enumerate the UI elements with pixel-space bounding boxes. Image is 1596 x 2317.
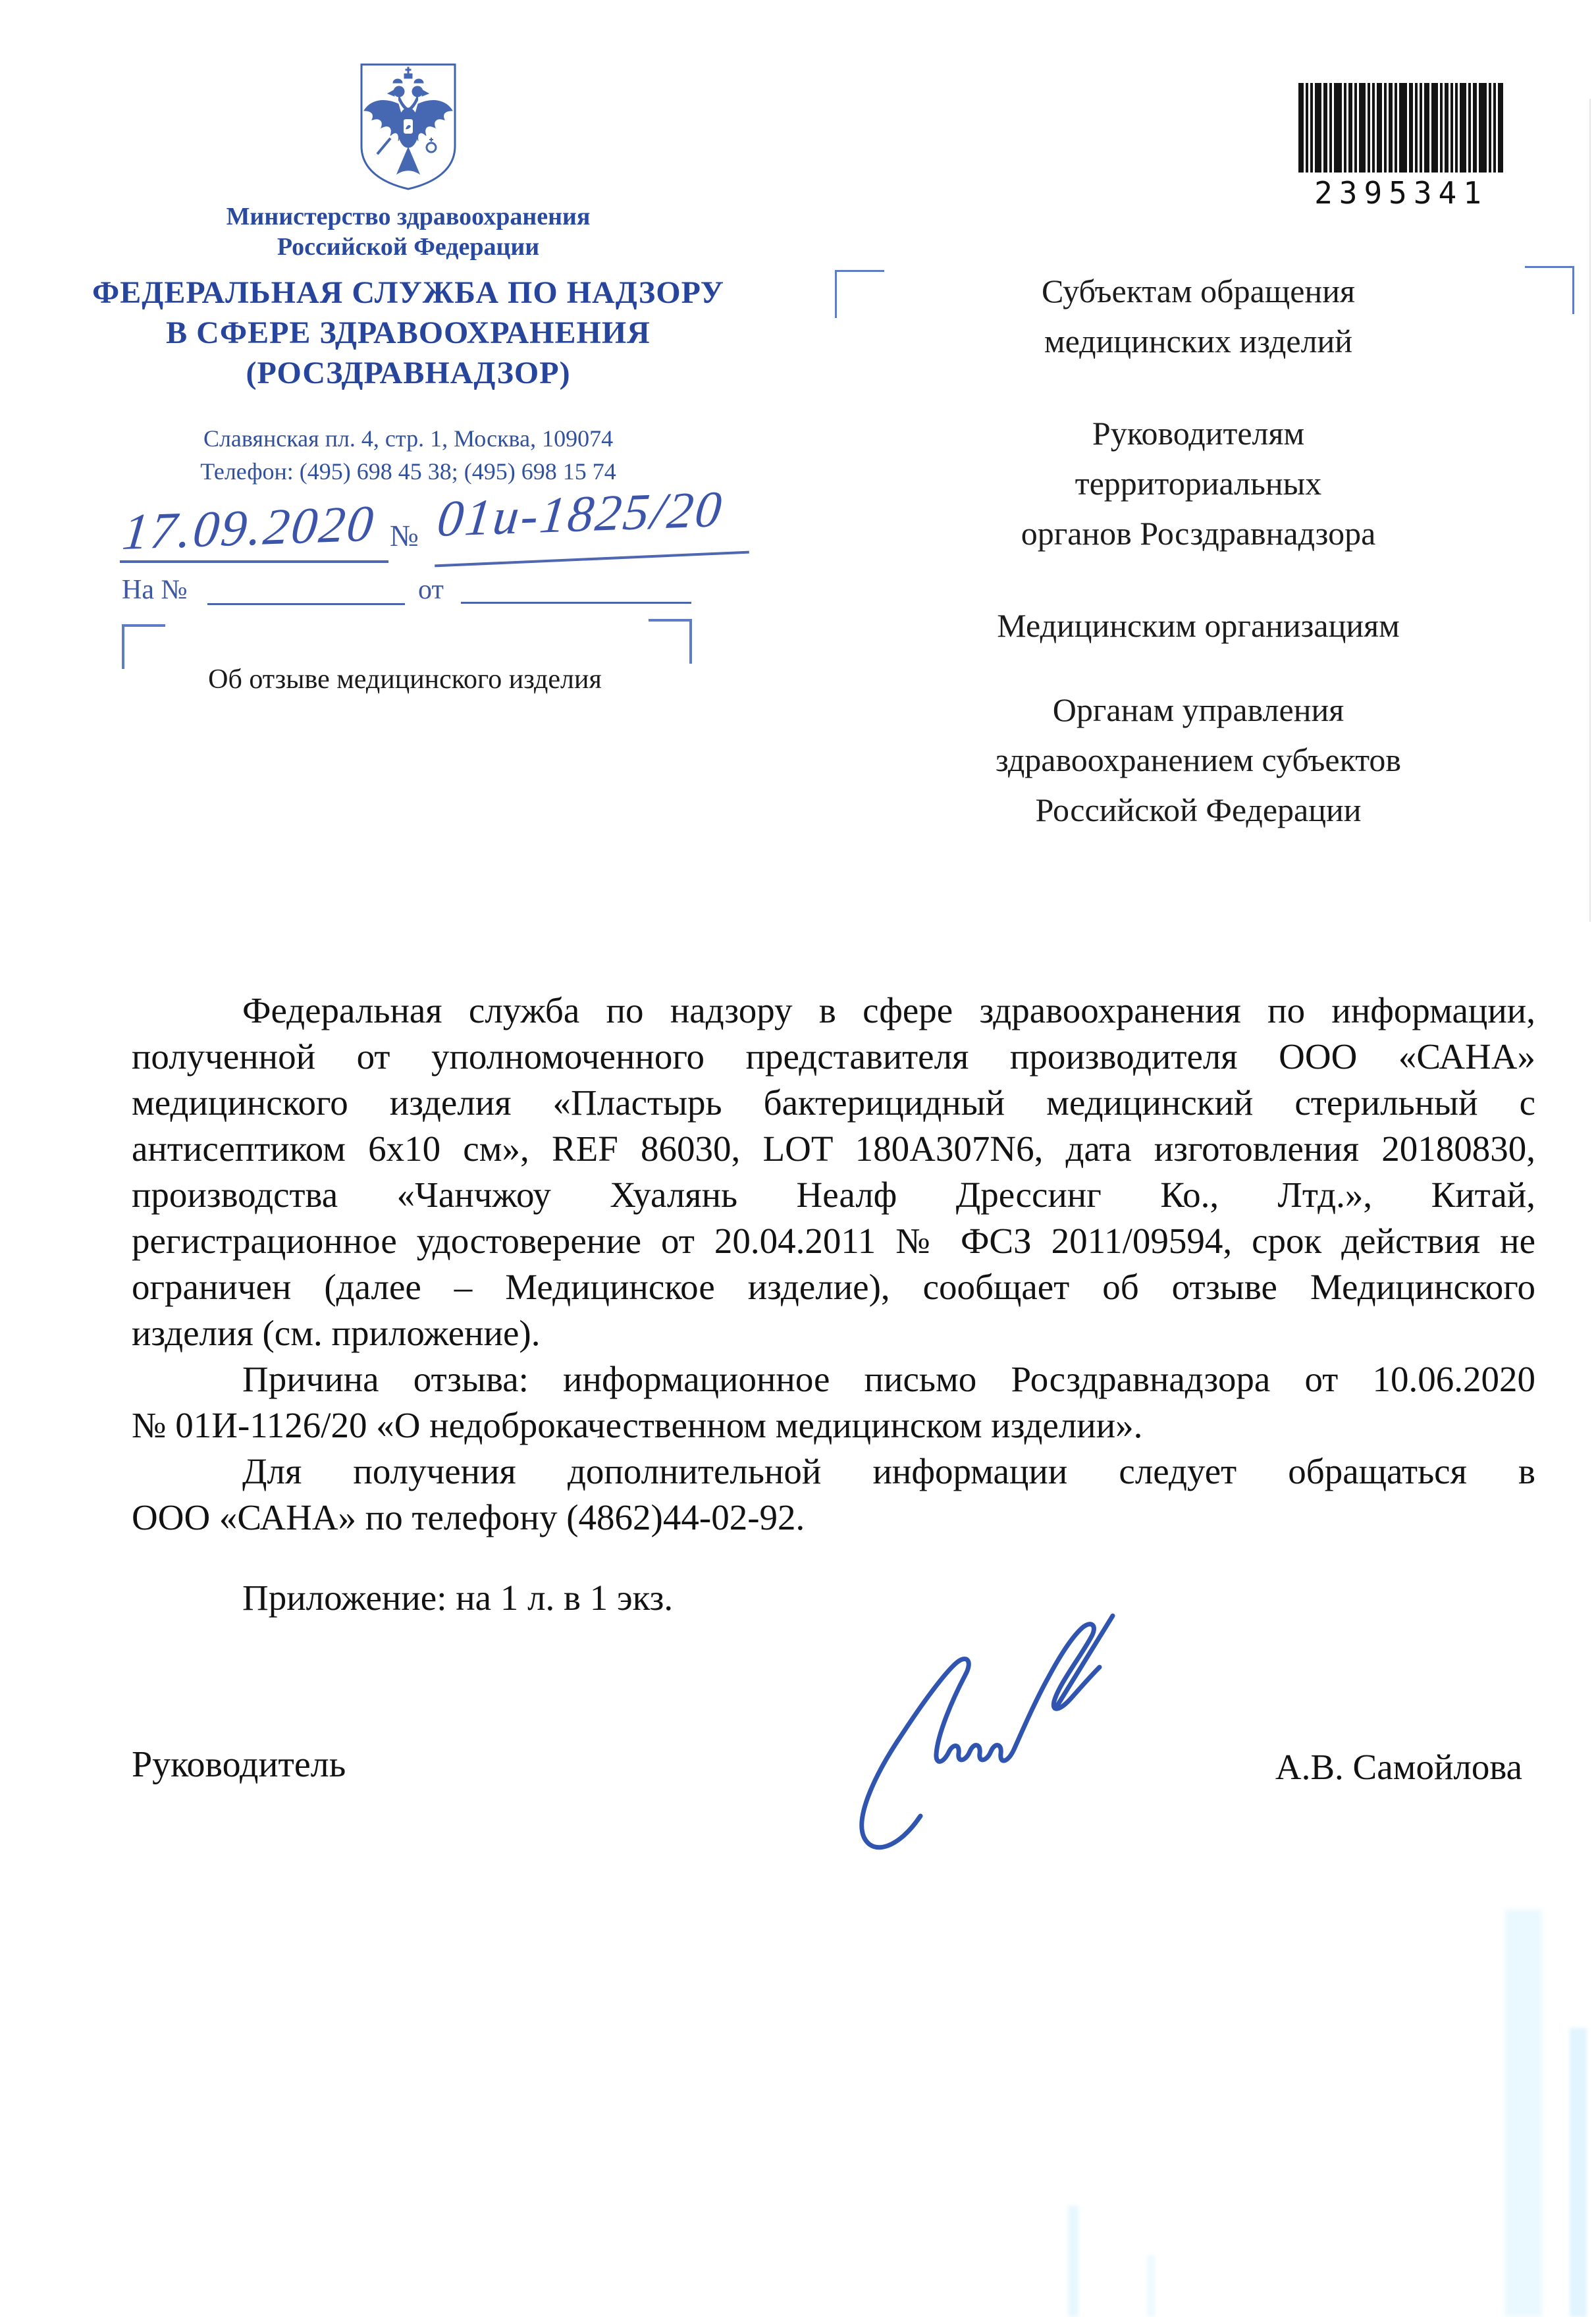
barcode-bar xyxy=(1431,83,1438,173)
barcode-bar xyxy=(1445,83,1449,173)
scan-color-artifact xyxy=(1147,2255,1155,2317)
recipient-line: Медицинским организациям xyxy=(997,607,1400,644)
barcode-bar xyxy=(1460,83,1466,173)
barcode-bar xyxy=(1424,83,1429,173)
recipient-line: территориальных xyxy=(1075,465,1322,502)
barcode-bar xyxy=(1415,83,1418,173)
handwritten-signature xyxy=(836,1599,1205,1875)
barcode-bar xyxy=(1498,83,1503,173)
body-line: регистрационное удостоверение от 20.04.2011 № ФСЗ 2011/09594, срок действия не xyxy=(132,1221,1535,1261)
recipients-list xyxy=(823,266,1574,877)
ministry-name-line1: Министерство здравоохранения xyxy=(226,203,591,230)
service-name-line1: ФЕДЕРАЛЬНАЯ СЛУЖБА ПО НАДЗОРУ xyxy=(92,275,724,310)
registration-barcode xyxy=(1298,83,1504,211)
body-line: антисептиком 6х10 см», REF 86030, LOT 180A307N6, дата изготовления 20180830, xyxy=(132,1129,1535,1169)
barcode-bar xyxy=(1368,83,1370,173)
handwritten-date: 17.09.2020 xyxy=(120,494,379,561)
barcode-bar xyxy=(1323,83,1327,173)
body-line: изделия (см. приложение). xyxy=(132,1313,541,1353)
body-line: Федеральная служба по надзору в сфере здравоохранения по информации, xyxy=(242,990,1535,1030)
reply-number-blank-line xyxy=(207,603,405,605)
barcode-bar xyxy=(1306,83,1308,173)
barcode-bar xyxy=(1479,83,1487,173)
service-name xyxy=(92,273,724,393)
recipient-line: органов Росздравнадзора xyxy=(1021,515,1376,552)
recipient-line: Органам управления xyxy=(1052,691,1344,728)
barcode-bar xyxy=(1334,83,1342,173)
reply-ot-label: от xyxy=(418,575,444,605)
body-line: ООО «САНА» по телефону (4862)44-02-92. xyxy=(132,1497,805,1537)
attachment-note: Приложение: на 1 л. в 1 экз. xyxy=(242,1578,674,1618)
barcode-bar xyxy=(1399,83,1407,173)
service-name-line3: (РОСЗДРАВНАДЗОР) xyxy=(246,356,571,390)
letterhead-phone: Телефон: (495) 698 45 38; (495) 698 15 74 xyxy=(200,458,616,485)
barcode-bar xyxy=(1354,83,1357,173)
barcode-number: 2395341 xyxy=(1314,175,1488,211)
recipient-group xyxy=(823,685,1574,835)
body-text xyxy=(132,988,1535,1541)
scan-color-artifact xyxy=(1505,1909,1542,2317)
date-underline xyxy=(120,560,388,563)
number-underline xyxy=(435,551,749,568)
barcode-bar xyxy=(1329,83,1332,173)
signer-name: А.В. Самойлова xyxy=(1275,1747,1522,1787)
barcode-bar xyxy=(1440,83,1443,173)
barcode-bar xyxy=(1455,83,1458,173)
recipient-line: Российской Федерации xyxy=(1035,791,1362,828)
barcode-bar xyxy=(1468,83,1471,173)
service-name-line2: В СФЕРЕ ЗДРАВООХРАНЕНИЯ xyxy=(166,315,651,350)
russian-coat-of-arms-icon xyxy=(352,61,464,192)
barcode-bar xyxy=(1489,83,1491,173)
recipient-group xyxy=(823,408,1574,558)
body-line: производства «Чанчжоу Хуалянь Неалф Дрессинг Ко., Лтд.», Китай, xyxy=(132,1175,1535,1215)
recipient-group xyxy=(823,600,1574,651)
reply-date-blank-line xyxy=(461,602,691,604)
body-line: полученной от уполномоченного представителя производителя ООО «САНА» xyxy=(132,1036,1535,1077)
body-line: № 01И-1126/20 «О недоброкачественном медицинском изделии». xyxy=(132,1405,1143,1445)
recipient-line: Субъектам обращения xyxy=(1042,273,1355,309)
barcode-bar xyxy=(1359,83,1366,173)
barcode-bar xyxy=(1493,83,1496,173)
signer-position: Руководитель xyxy=(132,1744,346,1785)
body-line: медицинского изделия «Пластырь бактерицидный медицинский стерильный с xyxy=(132,1082,1535,1123)
recipient-line: здравоохранением субъектов xyxy=(995,741,1402,778)
barcode-bar xyxy=(1372,83,1375,173)
recipient-line: Руководителям xyxy=(1092,415,1305,452)
barcode-bars xyxy=(1298,83,1504,173)
barcode-bar xyxy=(1377,83,1382,173)
letterhead-address: Славянская пл. 4, стр. 1, Москва, 109074 xyxy=(203,425,614,452)
barcode-bar xyxy=(1384,83,1387,173)
body-line: Для получения дополнительной информации следует обращаться в xyxy=(242,1451,1535,1491)
handwritten-outgoing-number: 01и-1825/20 xyxy=(435,479,726,548)
barcode-bar xyxy=(1298,83,1304,173)
body-line: Причина отзыва: информационное письмо Росздравнадзора от 10.06.2020 xyxy=(242,1359,1535,1399)
scan-edge-artifact xyxy=(1589,99,1591,922)
scan-color-artifact xyxy=(1570,2028,1587,2317)
barcode-bar xyxy=(1389,83,1393,173)
barcode-bar xyxy=(1450,83,1453,173)
subject-line: Об отзыве медицинского изделия xyxy=(208,664,602,695)
scan-color-artifact xyxy=(1068,2206,1078,2317)
barcode-bar xyxy=(1409,83,1413,173)
body-line: ограничен (далее – Медицинское изделие), сообщает об отзыве Медицинского xyxy=(132,1267,1535,1307)
recipient-line: медицинских изделий xyxy=(1044,323,1353,360)
barcode-bar xyxy=(1420,83,1422,173)
reply-na-label: На № xyxy=(122,575,188,605)
barcode-bar xyxy=(1310,83,1313,173)
letterhead xyxy=(92,61,724,488)
number-sign-label: № xyxy=(390,519,419,552)
barcode-bar xyxy=(1473,83,1477,173)
barcode-bar xyxy=(1344,83,1346,173)
subject-corner-mark-right xyxy=(649,619,692,664)
recipient-group xyxy=(823,266,1574,366)
barcode-bar xyxy=(1315,83,1321,173)
reply-reference-row xyxy=(92,574,751,614)
barcode-bar xyxy=(1395,83,1397,173)
subject-corner-mark-left xyxy=(122,624,165,669)
letterhead-contacts xyxy=(92,422,724,488)
barcode-bar xyxy=(1348,83,1352,173)
ministry-name-line2: Российской Федерации xyxy=(277,233,540,261)
